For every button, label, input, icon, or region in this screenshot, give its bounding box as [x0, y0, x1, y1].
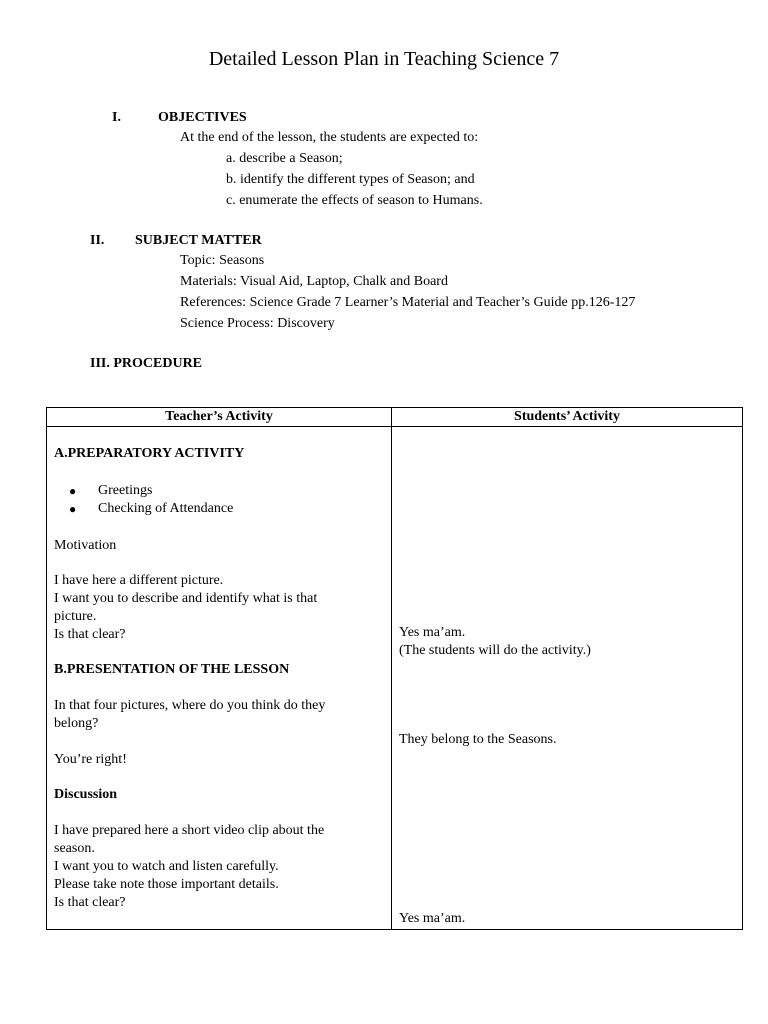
procedure-table [46, 407, 743, 930]
teacher-line: Please take note those important details. [54, 877, 279, 892]
teacher-activity-header: Teacher’s Activity [47, 408, 392, 427]
subject-materials: Materials: Visual Aid, Laptop, Chalk and Board [180, 274, 448, 289]
student-response: Yes ma’am. [399, 911, 466, 926]
teacher-line: I want you to describe and identify what is that [54, 591, 318, 606]
objectives-intro: At the end of the lesson, the students are expected to: [180, 130, 479, 145]
teacher-activity-cell [47, 427, 392, 930]
student-response: (The students will do the activity.) [399, 643, 591, 658]
teacher-line: Is that clear? [54, 895, 126, 910]
bullet-icon: ● [69, 484, 77, 498]
page-title: Detailed Lesson Plan in Teaching Science 7 [208, 48, 560, 70]
teacher-line: season. [54, 841, 95, 856]
teacher-line: I have prepared here a short video clip about the [54, 823, 325, 838]
teacher-line: I want you to watch and listen carefully. [54, 859, 279, 874]
subject-references: References: Science Grade 7 Learner’s Material and Teacher’s Guide pp.126-127 [180, 295, 636, 310]
preparatory-activity-heading: A.PREPARATORY ACTIVITY [54, 446, 245, 461]
teacher-line: You’re right! [54, 752, 127, 767]
teacher-line: Is that clear? [54, 627, 126, 642]
teacher-line: belong? [54, 716, 99, 731]
table-row [47, 427, 743, 930]
students-activity-header: Students’ Activity [392, 408, 743, 427]
objective-item: b. identify the different types of Season; and [226, 172, 475, 187]
subject-matter-heading: SUBJECT MATTER [135, 233, 262, 248]
teacher-line: picture. [54, 609, 97, 624]
motivation-label: Motivation [54, 538, 117, 553]
discussion-heading: Discussion [54, 787, 118, 802]
subject-matter-numeral: II. [90, 233, 105, 248]
subject-topic: Topic: Seasons [180, 253, 265, 268]
objectives-numeral: I. [112, 110, 121, 125]
presentation-heading: B.PRESENTATION OF THE LESSON [54, 662, 290, 677]
objectives-heading: OBJECTIVES [158, 110, 247, 125]
student-response: Yes ma’am. [399, 625, 466, 640]
table-header-row [47, 408, 743, 427]
teacher-line: In that four pictures, where do you think do they [54, 698, 326, 713]
teacher-line: I have here a different picture. [54, 573, 224, 588]
objective-item: c. enumerate the effects of season to Humans. [226, 193, 483, 208]
student-response: They belong to the Seasons. [399, 732, 557, 747]
subject-science-process: Science Process: Discovery [180, 316, 335, 331]
bullet-item-greetings: Greetings [98, 483, 153, 498]
students-activity-cell [392, 427, 743, 930]
bullet-icon: ● [69, 502, 77, 516]
procedure-heading: III. PROCEDURE [90, 356, 203, 371]
bullet-item-attendance: Checking of Attendance [98, 501, 234, 516]
objective-item: a. describe a Season; [226, 151, 343, 166]
